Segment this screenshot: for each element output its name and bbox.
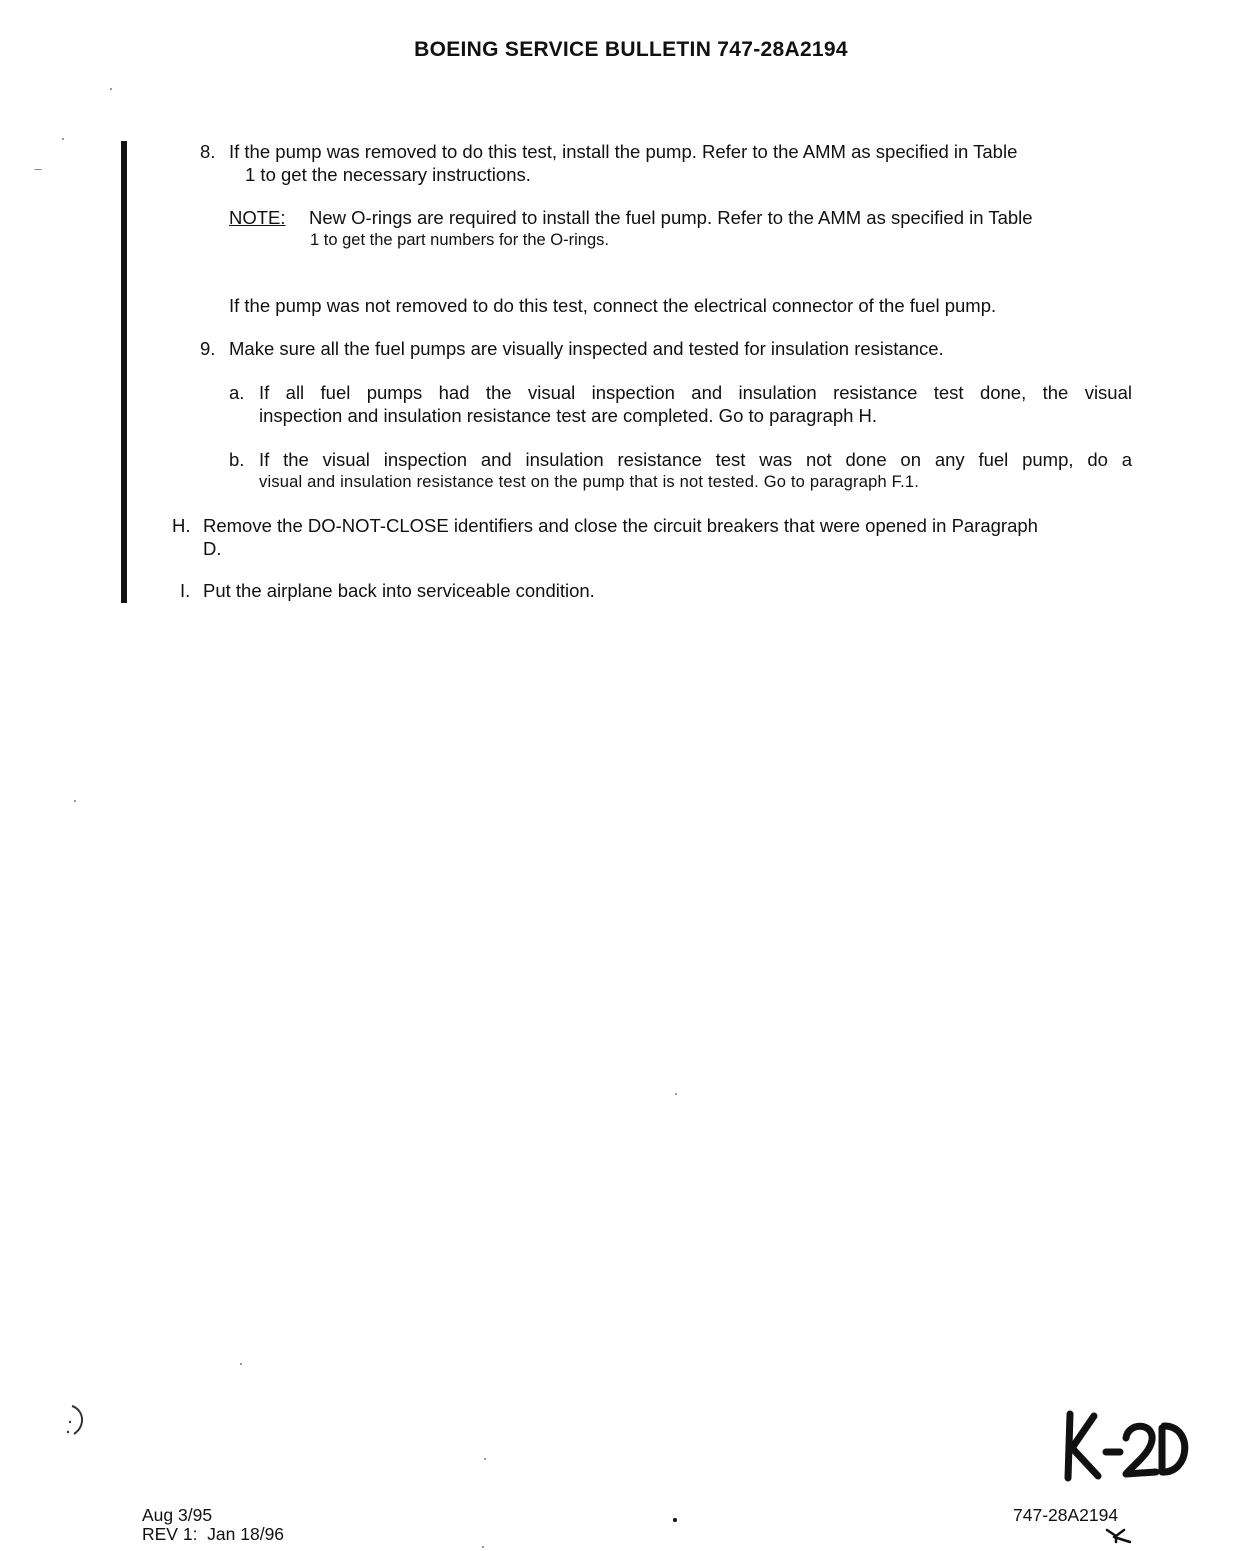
step-8-line-2: 1 to get the necessary instructions. [245, 164, 531, 185]
step-i-letter: I. [180, 580, 191, 601]
scan-speck [74, 800, 76, 802]
scan-speck [482, 1546, 484, 1548]
step-h-line-2: D. [203, 538, 222, 559]
note-line-2: 1 to get the part numbers for the O-rings. [310, 231, 609, 249]
scan-speck [675, 1093, 677, 1095]
step-h-letter: H. [172, 515, 191, 536]
step-9-text: Make sure all the fuel pumps are visually inspected and tested for insulation resistance. [229, 338, 944, 359]
step-9-number: 9. [200, 338, 216, 359]
scan-speck [34, 169, 42, 170]
footer-document-number: 747-28A2194 [1013, 1505, 1119, 1525]
footer-revision: REV 1: Jan 18/96 [142, 1524, 285, 1544]
step-8-number: 8. [200, 141, 216, 162]
step-9a-line-2: inspection and insulation resistance test are completed. Go to paragraph H. [259, 405, 878, 426]
scan-speck [110, 88, 112, 90]
step-h-line-1: Remove the DO-NOT-CLOSE identifiers and close the circuit breakers that were opened in Paragraph [203, 515, 1038, 536]
step-h [172, 514, 1132, 560]
step-9b-letter: b. [229, 449, 245, 470]
page-title: BOEING SERVICE BULLETIN 747-28A2194 [414, 38, 848, 61]
step-9a [229, 381, 1132, 427]
step-9 [200, 337, 1132, 360]
margin-scribble [62, 1400, 92, 1440]
step-i [180, 579, 1132, 602]
handwritten-page-mark [1062, 1408, 1194, 1484]
step-9a-line-1: If all fuel pumps had the visual inspection and insulation resistance test done, the visual [259, 382, 1132, 403]
footer-page-number-mark [1104, 1527, 1134, 1545]
scan-speck [62, 138, 64, 140]
step-i-text: Put the airplane back into serviceable condition. [203, 580, 595, 601]
note-block [229, 206, 1132, 252]
scan-speck [240, 1363, 242, 1365]
step-9b-line-1: If the visual inspection and insulation resistance test was not done on any fuel pump, do a [259, 449, 1132, 470]
step-8 [200, 140, 1132, 186]
revision-change-bar [121, 141, 127, 603]
not-removed-paragraph: If the pump was not removed to do this test, connect the electrical connector of the fuel pump. [229, 295, 997, 316]
step-8-line-1: If the pump was removed to do this test, install the pump. Refer to the AMM as specified in Table [229, 141, 1018, 162]
footer-date: Aug 3/95 [142, 1505, 213, 1525]
note-line-1: New O-rings are required to install the fuel pump. Refer to the AMM as specified in Table [309, 207, 1033, 228]
note-label: NOTE: [229, 207, 286, 228]
footer-center-dot [673, 1518, 677, 1522]
scan-speck [484, 1458, 486, 1460]
step-9b [229, 448, 1132, 494]
step-9a-letter: a. [229, 382, 245, 403]
step-9b-line-2: visual and insulation resistance test on the pump that is not tested. Go to paragraph F.1. [259, 473, 920, 491]
